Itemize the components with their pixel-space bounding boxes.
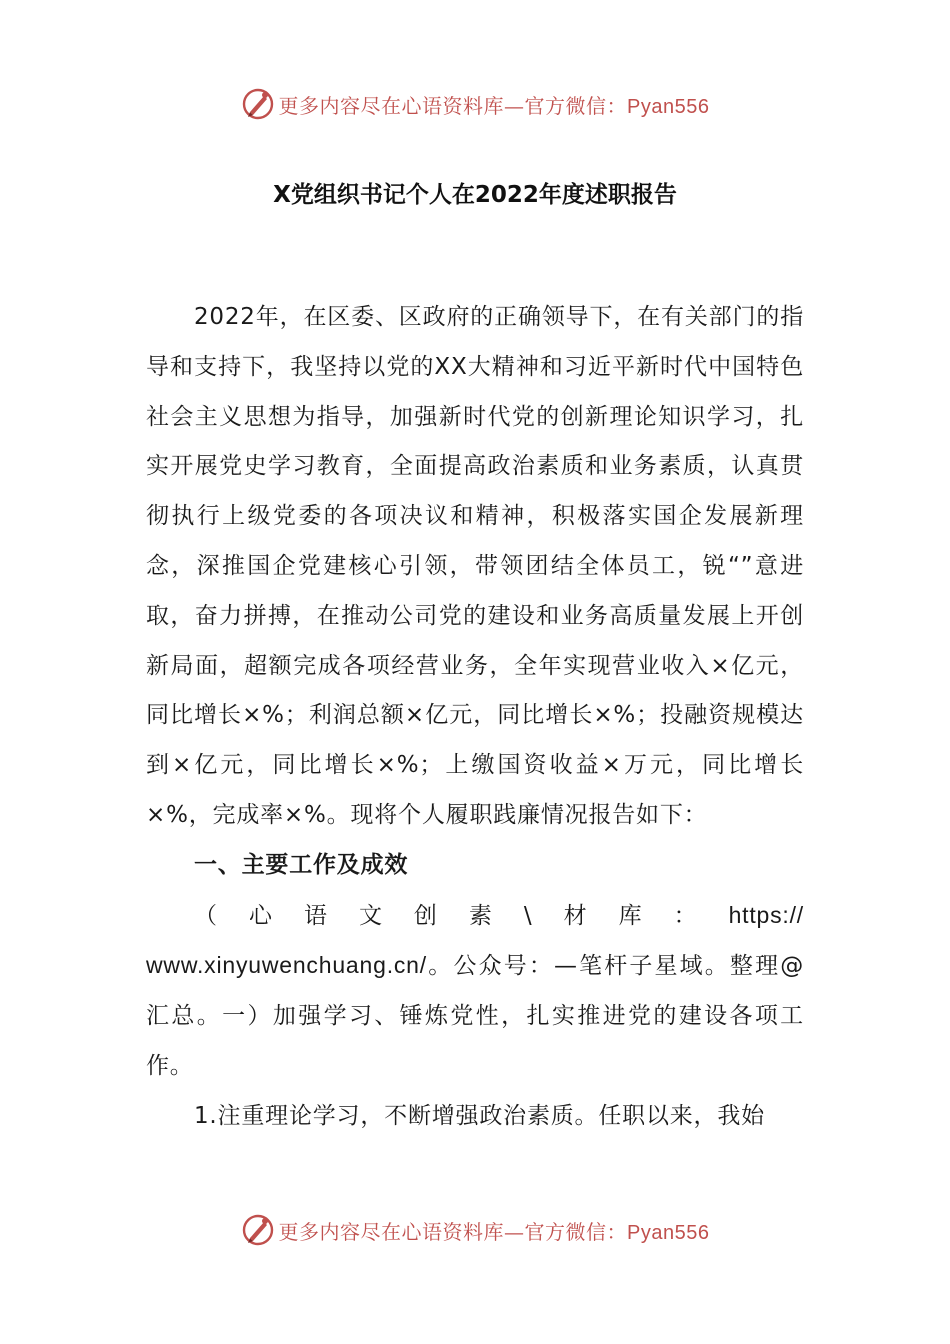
document-title: X党组织书记个人在2022年度述职报告 (273, 182, 677, 208)
source-text: （心语文创素\材库： (194, 902, 729, 929)
source-paragraph (146, 941, 804, 1091)
item-number: 1. (194, 1102, 218, 1129)
banner-text: 更多内容尽在心语资料库—官方微信：Pyan556 (278, 1219, 710, 1244)
banner-text: 更多内容尽在心语资料库—官方微信：Pyan556 (278, 93, 710, 118)
document-body (146, 293, 804, 1142)
section-heading: 一、主要工作及成效 (194, 851, 409, 878)
source-line (146, 891, 804, 942)
pen-logo-icon (241, 1213, 275, 1247)
footer-banner (0, 1208, 950, 1252)
wechat-id: Pyan556 (627, 1221, 710, 1244)
intro-paragraph: 2022年，在区委、区政府的正确领导下，在有关部门的指导和支持下，我坚持以党的XX大精神和习近平新时代中国特色社会主义思想为指导，加强新时代党的创新理论知识学习，扎实开展党史学习教育，全面提高政治素质和业务素质，认真贯彻执行上级党委的各项决议和精神，积极落实国企发展新理念，深推国企党建核心引领，带领团结全体员工，锐“”意进取，奋力拼搏，在推动公司党的建设和业务高质量发展上开创新局面，超额完成各项经营业务，全年实现营业收入×亿元，同比增长×%；利润总额×亿元，同比增长×%；投融资规模达到×亿元，同比增长×%；上缴国资收益×万元，同比增长×%，完成率×%。现将个人履职践廉情况报告如下： (146, 304, 804, 828)
source-url-part2[interactable]: www.xinyuwenchuang.cn/ (146, 952, 427, 979)
header-banner (0, 82, 950, 126)
source-url-part1[interactable]: https:// (728, 901, 804, 928)
wechat-id: Pyan556 (627, 95, 710, 118)
item-text: 注重理论学习，不断增强政治素质。任职以来，我始 (217, 1102, 765, 1129)
list-item (146, 1092, 804, 1142)
pen-logo-icon (241, 87, 275, 121)
source-continued-text: 。公众号：—笔杆子星域。整理@汇总。一）加强学习、锤炼党性，扎实推进党的建设各项工作。 (146, 953, 804, 1079)
